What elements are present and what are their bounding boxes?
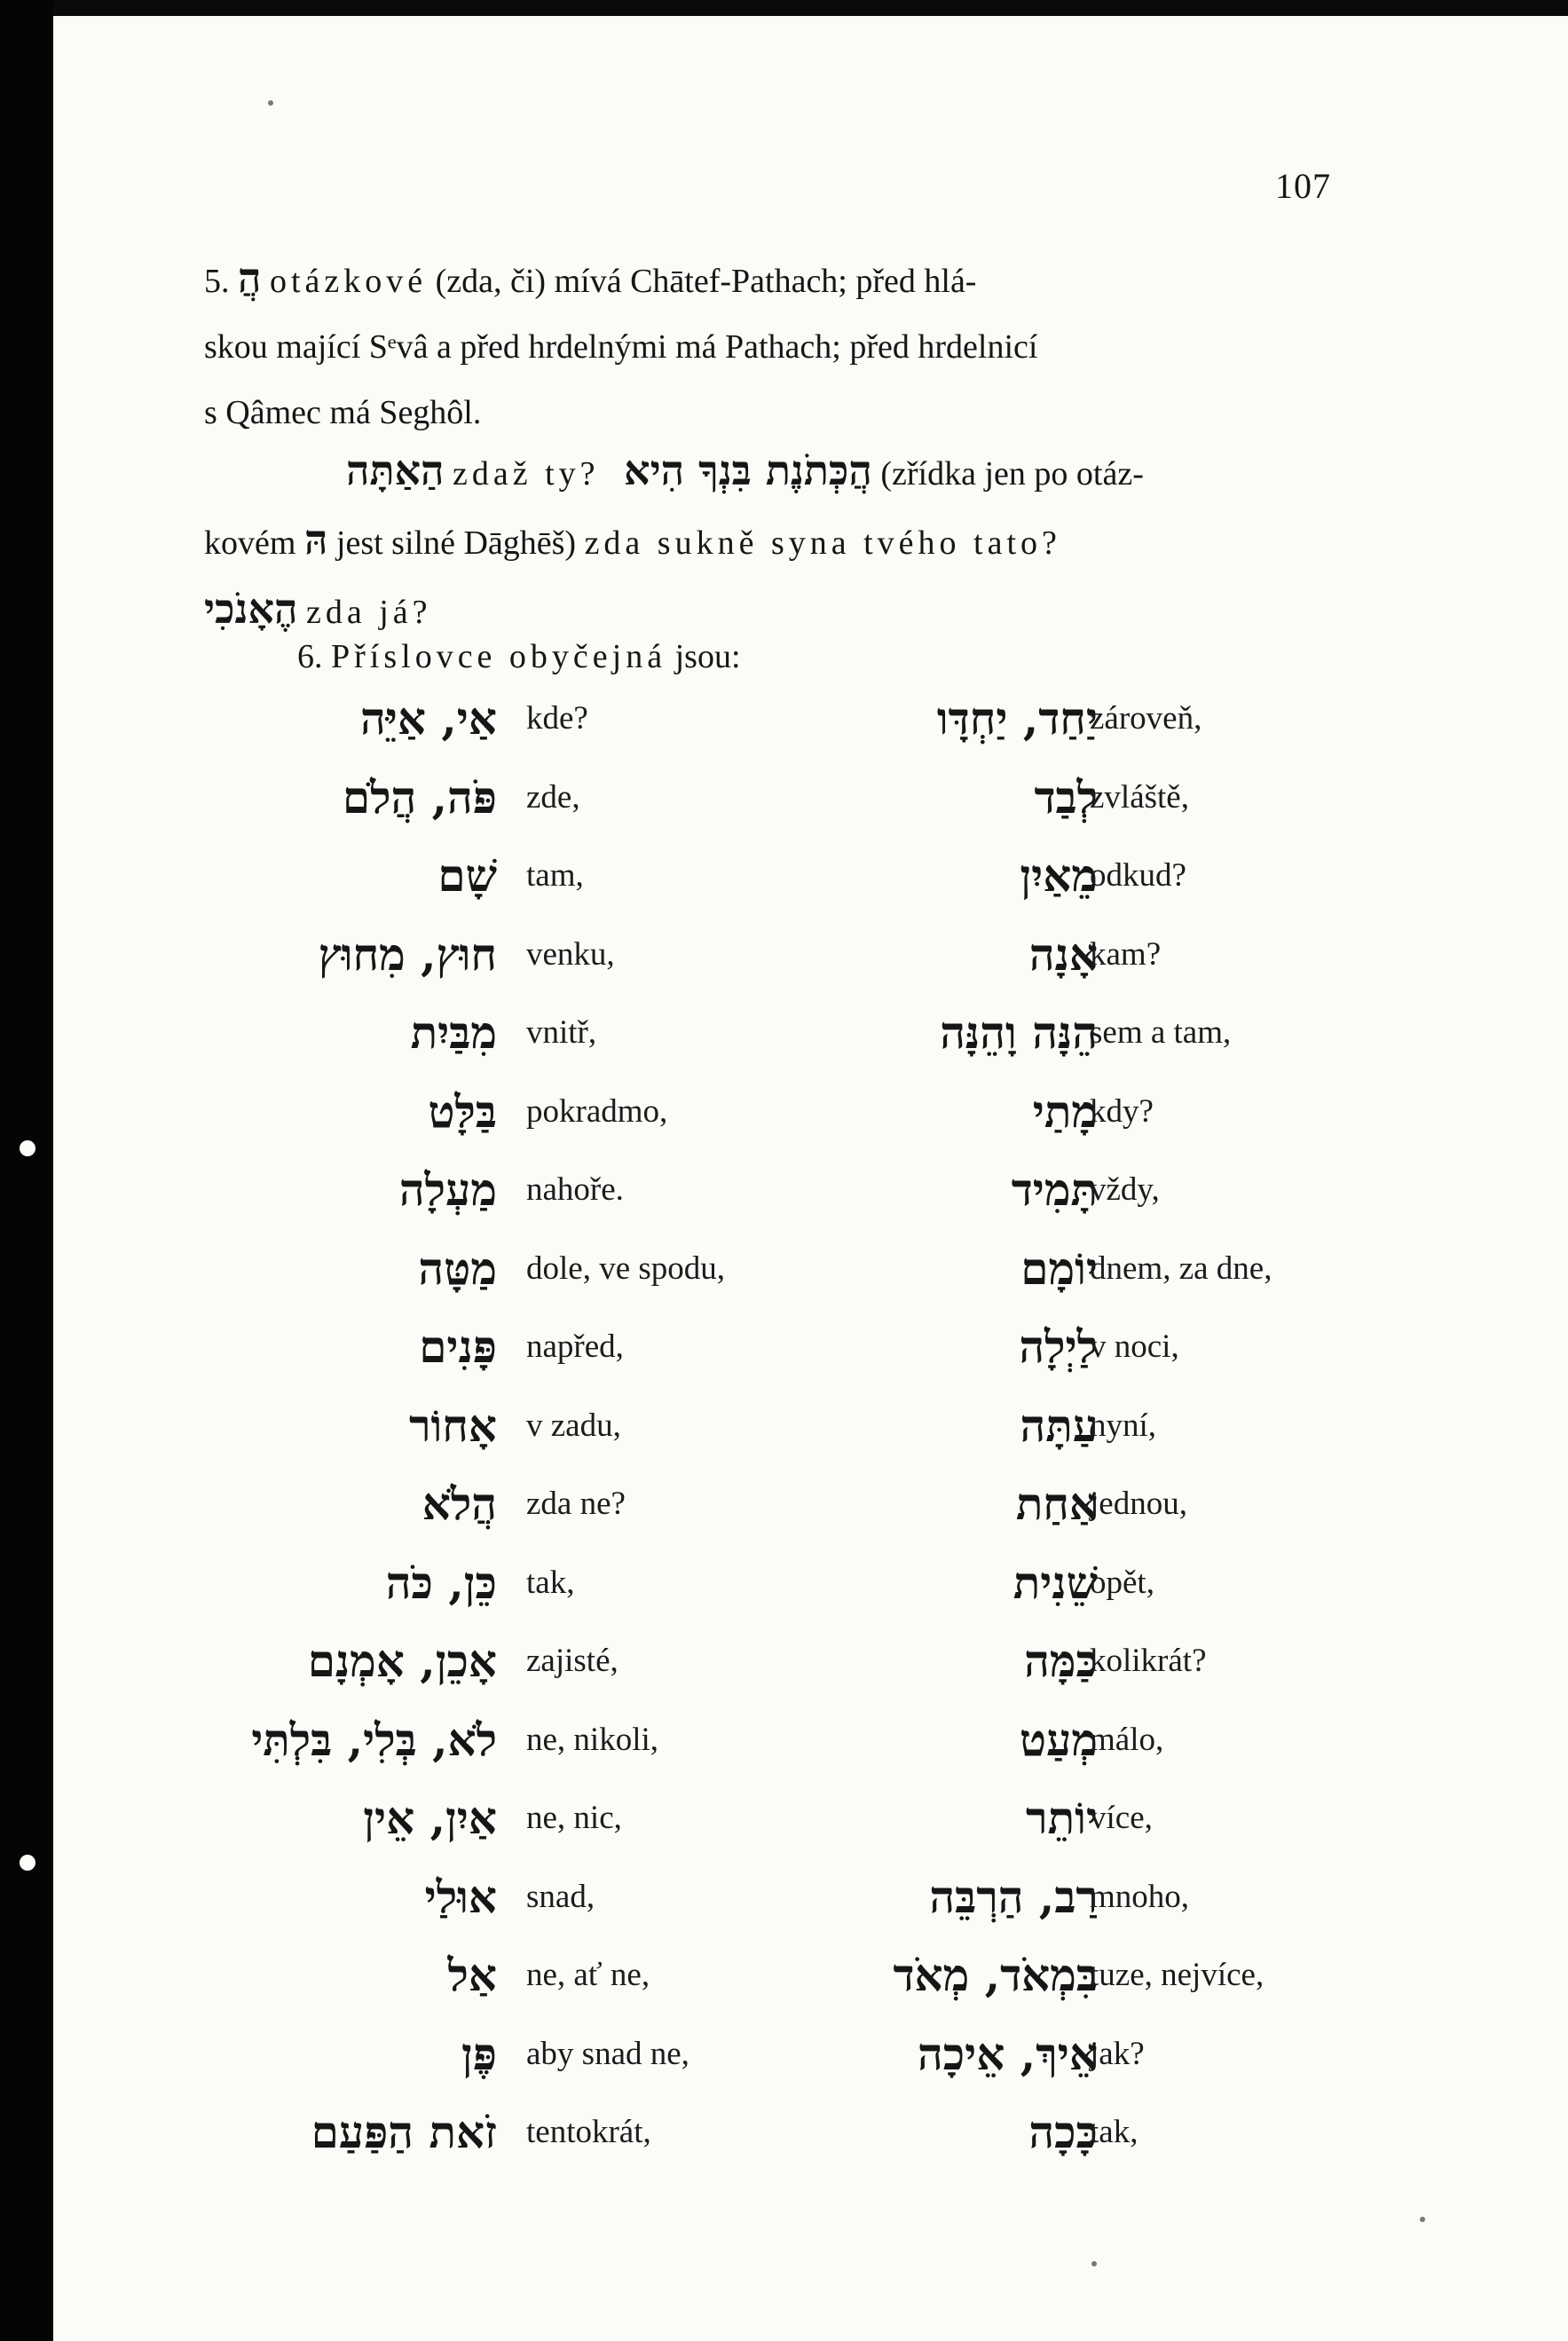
paragraph-6-heading (297, 624, 1486, 690)
translation: zdaž ty? (453, 455, 600, 493)
hebrew-example: הֲכְּתֹנֶת בִּנְךָ הִיא (624, 446, 872, 494)
adverb-row (53, 2097, 1568, 2175)
hebrew-adverb-right: אָנָה (1028, 927, 1098, 981)
paragraph-5-line-3: s Qâmec má Seghôl. (204, 394, 482, 431)
adverb-row (53, 762, 1568, 840)
adverb-row (53, 1391, 1568, 1469)
spine-mark (20, 1855, 35, 1871)
text-fragment: kovém (204, 524, 296, 562)
adverb-row (53, 1862, 1568, 1940)
czech-meaning-left: ne, nikoli, (526, 1721, 659, 1758)
paragraph-5-line-1 (204, 245, 1393, 314)
hebrew-adverb-right: מָתַי (1032, 1084, 1098, 1138)
czech-meaning-left: zajisté, (526, 1643, 619, 1679)
czech-meaning-left: napřed, (526, 1328, 624, 1365)
czech-meaning-left: v zadu, (526, 1407, 621, 1444)
hebrew-adverb-right: הֵנָּה וָהֵנָּה (940, 1006, 1098, 1059)
translation: zda sukně syna tvého tato? (584, 524, 1061, 562)
hebrew-adverb-left: לֹא, בְּלִי, בִּלְתִּי (251, 1713, 497, 1766)
czech-meaning-right: opět, (1090, 1564, 1154, 1601)
hebrew-adverb-right: מְעַט (1019, 1713, 1098, 1766)
czech-meaning-left: dole, ve spodu, (526, 1249, 726, 1287)
czech-meaning-left: pokradmo, (526, 1092, 668, 1130)
hebrew-adverb-right: בִּמְאֹד, מְאֹד (893, 1949, 1098, 2001)
hebrew-adverb-left: אַל (447, 1949, 497, 2001)
czech-meaning-left: venku, (526, 935, 615, 973)
hebrew-adverb-right: אֵיךְ, אֵיכָה (917, 2027, 1098, 2080)
hebrew-adverb-left: אָחוֹר (408, 1399, 497, 1452)
hebrew-adverb-right: עַתָּה (1020, 1399, 1098, 1452)
print-speck (1420, 2217, 1425, 2222)
hebrew-adverb-right: כַּמָּה (1024, 1635, 1098, 1687)
page-number: 107 (1275, 166, 1331, 206)
czech-meaning-right: kdy? (1090, 1092, 1154, 1130)
paragraph-5-line-2: skou mající Sᵉvâ a před hrdelnými má Pathach; před hrdelnicí (204, 328, 1038, 366)
czech-meaning-left: tak, (526, 1564, 575, 1601)
print-speck (1091, 2261, 1097, 2266)
hebrew-adverb-right: יוֹמָם (1020, 1241, 1098, 1295)
hebrew-adverb-left: כֵּן, כֹּה (385, 1556, 497, 1609)
czech-meaning-right: kam? (1090, 935, 1162, 973)
adverb-row (53, 2019, 1568, 2097)
emphasis-word: otázkové (269, 263, 428, 300)
adverb-row (53, 919, 1568, 997)
hebrew-adverb-left: מַטָּה (418, 1241, 497, 1295)
adverb-row (53, 997, 1568, 1076)
czech-meaning-right: dnem, za dne, (1090, 1249, 1273, 1287)
hebrew-adverb-left: בַּלָּט (428, 1084, 497, 1138)
adverb-row (53, 1705, 1568, 1783)
czech-meaning-right: sem a tam, (1090, 1014, 1232, 1051)
czech-meaning-right: v noci, (1090, 1328, 1179, 1365)
hebrew-adverb-left: פָּנִים (419, 1320, 497, 1373)
adverb-row (53, 1626, 1568, 1704)
book-spine-edge (0, 0, 53, 2341)
czech-meaning-right: nyní, (1090, 1407, 1157, 1444)
book-page (53, 16, 1568, 2341)
czech-meaning-left: vnitř, (526, 1014, 597, 1051)
czech-meaning-right: tak, (1090, 2114, 1139, 2150)
hebrew-adverb-left: מִבַּיִת (410, 1006, 497, 1059)
hebrew-example: הֶאָנֹכִי (204, 585, 298, 633)
examples-block (204, 437, 1393, 645)
hebrew-adverb-left: אַי, אַיֵּה (359, 692, 497, 745)
adverb-row (53, 1940, 1568, 2018)
text-fragment: jsou: (674, 638, 741, 675)
hebrew-adverb-left: אוּלַי (424, 1870, 497, 1923)
czech-meaning-right: více, (1090, 1800, 1153, 1836)
hebrew-adverb-right: שֵׁנִית (1013, 1556, 1098, 1609)
adverb-row (53, 1155, 1568, 1233)
czech-meaning-left: snad, (526, 1878, 595, 1915)
hebrew-adverb-right: רַב, הַרְבֵּה (929, 1870, 1098, 1923)
hebrew-adverb-left: חוּץ, מִחוּץ (318, 927, 497, 981)
hebrew-adverb-left: מַעְלָה (398, 1163, 497, 1216)
czech-meaning-right: odkud? (1090, 857, 1186, 894)
hebrew-letter: הּ (303, 516, 328, 564)
adverb-row (53, 1234, 1568, 1312)
czech-meaning-left: zda ne? (526, 1486, 626, 1522)
hebrew-adverb-left: הֲלֹא (422, 1478, 497, 1530)
adverb-row (53, 683, 1568, 761)
hebrew-adverb-right: יַחַד, יַחְדָּו (936, 692, 1098, 745)
hebrew-adverb-right: מֵאַיִן (1020, 849, 1098, 902)
czech-meaning-right: zvláště, (1090, 778, 1189, 816)
czech-meaning-left: nahoře. (526, 1171, 624, 1208)
text-fragment: (zda, či) mívá Chātef-Pathach; před hlá- (435, 263, 977, 300)
czech-meaning-right: jak? (1090, 2035, 1145, 2072)
czech-meaning-right: tuze, nejvíce, (1090, 1957, 1265, 1993)
czech-meaning-right: zároveň, (1090, 700, 1202, 737)
hebrew-adverb-left: זֹאת הַפַּעַם (311, 2106, 497, 2158)
hebrew-letter: הֲ (238, 254, 262, 302)
hebrew-adverb-right: לְבַד (1034, 770, 1098, 824)
paragraph-number: 5. (204, 263, 230, 300)
czech-meaning-right: kolikrát? (1090, 1643, 1207, 1679)
czech-meaning-right: málo, (1090, 1721, 1164, 1758)
czech-meaning-left: ne, nic, (526, 1800, 622, 1836)
czech-meaning-right: jednou, (1090, 1486, 1187, 1522)
czech-meaning-left: aby snad ne, (526, 2035, 689, 2072)
paragraph-5 (204, 245, 1393, 445)
hebrew-adverb-right: תָּמִיד (1011, 1163, 1098, 1216)
hebrew-adverb-right: לַיְלָה (1019, 1320, 1098, 1373)
adverb-row (53, 840, 1568, 918)
hebrew-adverb-left: פֹּה, הֲלֹם (342, 770, 497, 824)
example-line-1 (204, 437, 1393, 507)
czech-meaning-left: zde, (526, 778, 580, 816)
spine-mark (20, 1140, 35, 1156)
print-speck (268, 100, 273, 106)
hebrew-adverb-left: פֶּן (461, 2027, 497, 2080)
hebrew-example: הַאַתָּה (346, 446, 445, 494)
text-fragment: jest silné Dāghēš) (335, 524, 577, 562)
example-line-2 (204, 507, 1393, 576)
hebrew-adverb-right: כָּכָה (1028, 2106, 1098, 2158)
adverb-row (53, 1312, 1568, 1390)
hebrew-adverb-right: אַחַת (1015, 1478, 1098, 1530)
czech-meaning-right: mnoho, (1090, 1878, 1190, 1915)
hebrew-adverb-right: יוֹתֵר (1026, 1792, 1098, 1844)
adverb-row (53, 1469, 1568, 1547)
section-heading: Příslovce obyčejná (331, 638, 667, 675)
czech-meaning-right: vždy, (1090, 1171, 1160, 1208)
adverb-row (53, 1783, 1568, 1861)
czech-meaning-left: kde? (526, 700, 588, 737)
hebrew-adverb-left: שָׁם (437, 849, 497, 902)
adverb-row (53, 1548, 1568, 1626)
hebrew-adverb-left: אַיִן, אֵין (363, 1792, 497, 1844)
paragraph-number: 6. (297, 638, 323, 675)
hebrew-adverb-left: אָכֵן, אָמְנָם (307, 1635, 497, 1687)
adverb-row (53, 1076, 1568, 1155)
czech-meaning-left: tentokrát, (526, 2114, 651, 2150)
czech-meaning-left: ne, ať ne, (526, 1957, 650, 1993)
translation: zda já? (306, 594, 432, 631)
text-fragment: (zřídka jen po otáz- (880, 455, 1144, 493)
czech-meaning-left: tam, (526, 857, 584, 894)
